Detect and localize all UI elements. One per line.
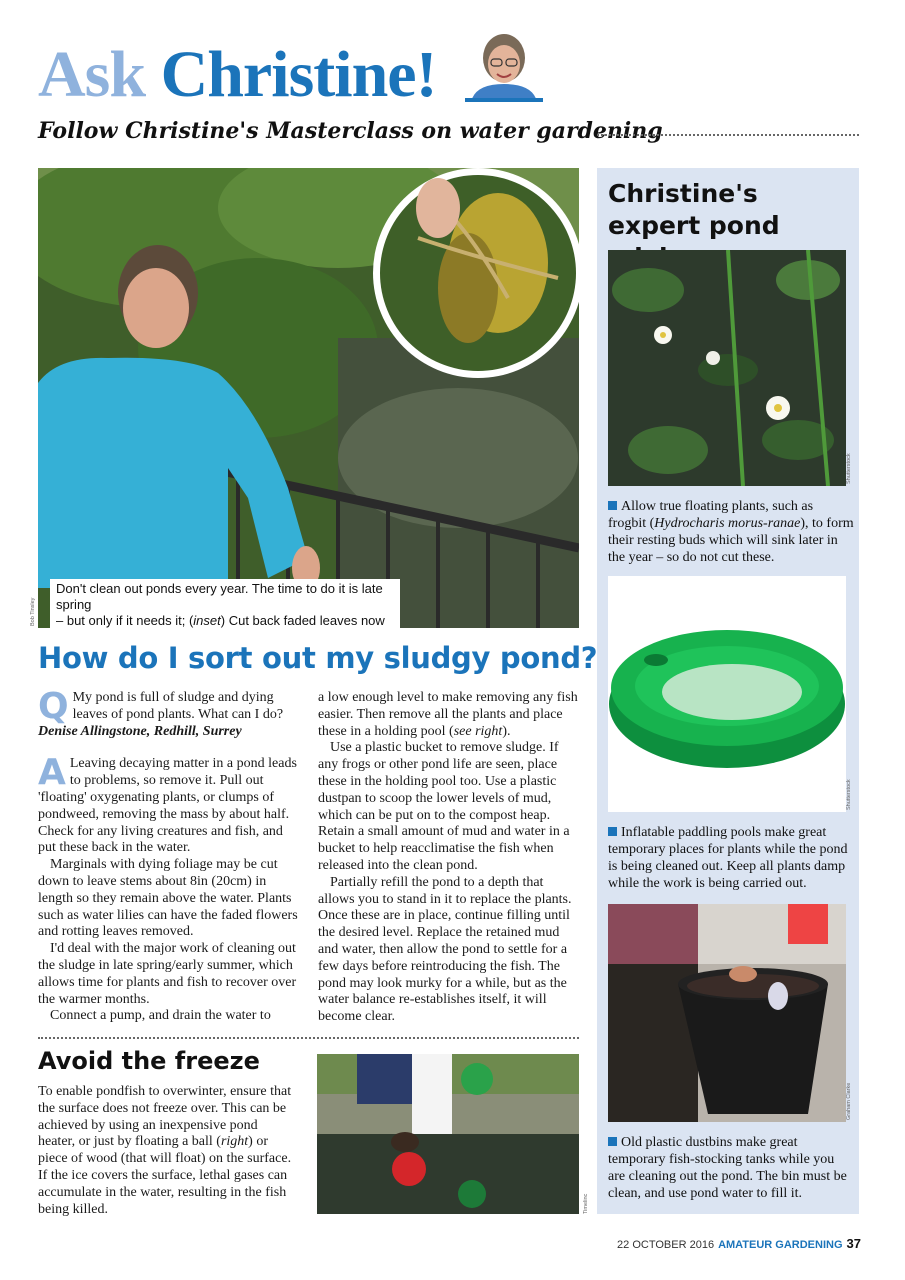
bullet-square-icon [608,501,617,510]
dustbin-caption-text: Old plastic dustbins make great temporary fish-stocking tanks while you are cleaning out the pond. The bin must be clean, and use pond water to fill it. [608,1135,847,1201]
answer-column-left [38,686,299,1025]
answer-para-3: I'd deal with the major work of cleaning out the sludge in late spring/early summer, which allows time for plants and fish to recover over the warmer months. [38,941,297,1007]
question-title: How do I sort out my sludgy pond? [38,641,598,675]
page-footer [617,1236,861,1251]
issue-date: 22 OCTOBER 2016 [617,1239,715,1251]
hero-caption-line2b: ) Cut back faded leaves now [220,613,385,628]
advice-sidebar [597,168,859,1214]
dustbin-caption [608,1134,854,1202]
christine-portrait [465,26,543,102]
section-rule [38,1037,579,1039]
answer-para-2: Marginals with dying foliage may be cut down to leave stems about 8in (20cm) in length so they remain above the water. Plants such as water lilies can have the faded flowers and rotting leaves removed. [38,857,298,940]
frogbit-caption-b: ), to form their resting buds which will sink later in the year – so do not cut these. [608,516,854,565]
pool-caption [608,824,854,892]
answer-para-4: Connect a pump, and drain the water to [50,1008,271,1024]
hero-caption-line2a: – but only if it needs it; ( [56,613,194,628]
frogbit-latin: Hydrocharis morus-ranae [654,516,801,531]
bullet-square-icon [608,827,617,836]
a-dropcap: A [38,752,66,794]
q-dropcap: Q [38,686,69,727]
page-number: 37 [846,1236,861,1251]
freeze-right: right [220,1134,249,1150]
pool-credit: Shutterstock [846,779,852,810]
dustbin-credit: Graham Clarke [846,1082,852,1120]
question-author: Denise Allingstone, Redhill, Surrey [38,723,242,739]
question-text: My pond is full of sludge and dying leaves of pond plants. What can I do? [72,690,284,722]
dustbin-photo [608,904,846,1122]
answer-cont-1b: ). [502,723,511,739]
freeze-text-a: To enable pondfish to overwinter, ensure that the surface does not freeze over. This can be achieved by using an inexpensive pond heater, or just by floating a ball ( [38,1084,292,1150]
answer-cont-2: Use a plastic bucket to remove sludge. If any frogs or other pond life are seen, place these in the holding pool too. Use a plastic dustpan to scoop the lower levels of mud, which can be put on to the compost heap. Retain a small amount of mud and water in a bucket to help reacclimatise the fish when released into the clean pond. [318,740,570,873]
sidebar-title: Christine's expert pond [608,179,780,240]
hero-credit: Bob Tinsley [30,597,36,626]
answer-cont-3: Partially refill the pond to a depth that allows you to stand in it to replace the plants. Once these are in place, continue filling until the desired level. Replace the retained mud and water, then allow the pond to settle for a few days before reintroducing the fish. The pond may look murky for a while, but as the water balance re-establishes itself, it will become clear. [318,874,572,1025]
magazine-brand: AMATEUR GARDENING [718,1239,843,1251]
pool-caption-text: Inflatable paddling pools make great temporary places for plants while the pond is being cleaned out. Keep all plants damp while the work is being carried out. [608,825,848,891]
paddling-pool-photo [608,576,846,812]
bullet-square-icon [608,1137,617,1146]
frogbit-credit: Shutterstock [846,453,852,484]
floating-ball-photo [317,1054,579,1214]
freeze-credit: Timelinc [583,1193,589,1214]
hero-photo [38,168,579,628]
title-ask: Ask [38,38,146,111]
frogbit-photo [608,250,846,486]
frogbit-caption-a: Allow true floating plants, such as frogbit ( [608,499,814,531]
freeze-text [38,1084,298,1218]
freeze-title: Avoid the freeze [38,1047,260,1075]
hero-caption [50,579,400,631]
answer-para-1: Leaving decaying matter in a pond leads to problems, so remove it. Pull out 'floating' oxygenating plants, or clumps of pondweed, removing the mass by about half. Check for any living creatures and fish, and put these back in the water. [38,756,297,856]
answer-column-right [318,690,580,1026]
freeze-text-b: ) or piece of wood (that will float) on the surface. If the ice covers the surface, lethal gases can accumulate in the water, resulting in the fish being killed. [38,1134,292,1217]
hero-caption-line1: Don't clean out ponds every year. The time to do it is late spring [56,581,383,612]
answer-see-right: see right [453,723,503,739]
title-christine: Christine! [160,38,437,111]
frogbit-caption [608,498,854,566]
subtitle-rule [597,134,859,136]
hero-caption-inset: inset [193,613,221,628]
page-subtitle: Follow Christine's Masterclass on water gardening [38,118,663,144]
answer-cont-1a: a low enough level to make removing any fish easier. Then remove all the plants and place these in a holding pool ( [318,690,578,739]
